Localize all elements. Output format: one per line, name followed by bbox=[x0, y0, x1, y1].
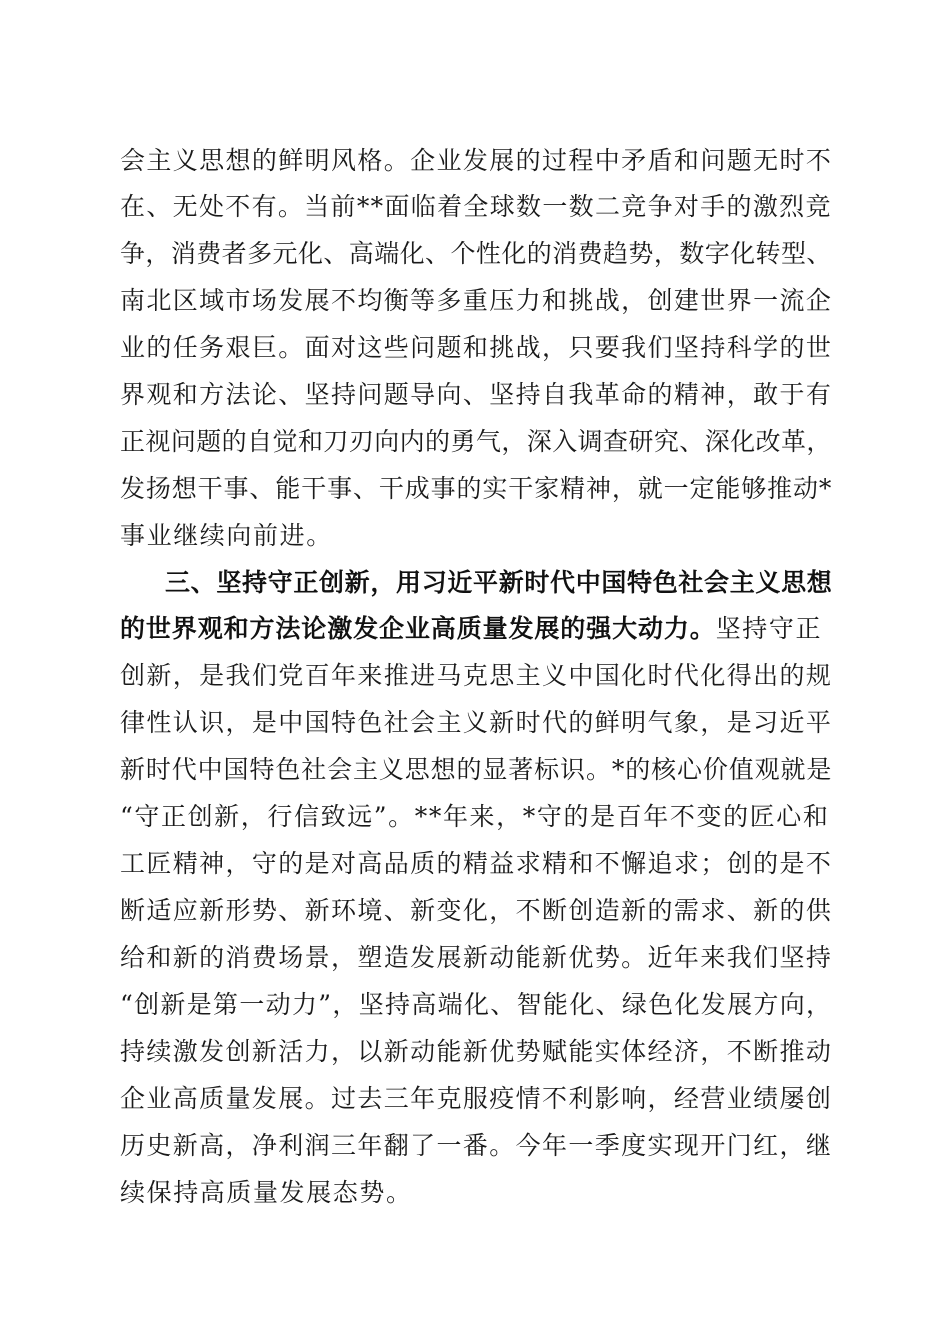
paragraph-1-line-8: 发扬想干事、能干事、干成事的实干家精神，就一定能够推动* bbox=[120, 474, 833, 503]
section-3-line-10: “创新是第一动力”，坚持高端化、智能化、绿色化发展方向， bbox=[120, 990, 833, 1019]
section-3-line-11: 持续激发创新活力，以新动能新优势赋能实体经济，不断推动 bbox=[120, 1037, 833, 1066]
section-3-line-12: 企业高质量发展。过去三年克服疫情不利影响，经营业绩屡创 bbox=[120, 1084, 833, 1113]
section-3-line-6: “守正创新，行信致远”。**年来，*守的是百年不变的匠心和 bbox=[120, 802, 830, 831]
section-3-heading-line-1: 三、坚持守正创新，用习近平新时代中国特色社会主义思想 bbox=[165, 568, 833, 597]
section-3-line-4: 律性认识，是中国特色社会主义新时代的鲜明气象，是习近平 bbox=[120, 708, 833, 737]
section-3-body-start: 坚持守正 bbox=[715, 614, 823, 643]
paragraph-1-line-9: 事业继续向前进。 bbox=[120, 521, 333, 550]
section-3-line-3: 创新，是我们党百年来推进马克思主义中国化时代化得出的规 bbox=[120, 661, 833, 690]
section-3-line-9: 给和新的消费场景，塑造发展新动能新优势。近年来我们坚持 bbox=[120, 943, 833, 972]
section-3-line-7: 工匠精神，守的是对高品质的精益求精和不懈追求；创的是不 bbox=[120, 849, 833, 878]
section-3-line-8: 断适应新形势、新环境、新变化，不断创造新的需求、新的供 bbox=[120, 896, 833, 925]
paragraph-1-line-5: 业的任务艰巨。面对这些问题和挑战，只要我们坚持科学的世 bbox=[120, 333, 833, 362]
section-3-heading-line-2 bbox=[120, 609, 822, 649]
paragraph-1-line-1: 会主义思想的鲜明风格。企业发展的过程中矛盾和问题无时不 bbox=[120, 146, 833, 175]
paragraph-1-line-4: 南北区域市场发展不均衡等多重压力和挑战，创建世界一流企 bbox=[120, 286, 833, 315]
section-3-line-5: 新时代中国特色社会主义思想的显著标识。*的核心价值观就是 bbox=[120, 755, 833, 784]
paragraph-1-line-2: 在、无处不有。当前**面临着全球数一数二竞争对手的激烈竞 bbox=[120, 192, 832, 221]
section-3-line-14: 续保持高质量发展态势。 bbox=[120, 1178, 413, 1207]
paragraph-1-line-3: 争，消费者多元化、高端化、个性化的消费趋势，数字化转型、 bbox=[120, 239, 832, 268]
paragraph-1-line-7: 正视问题的自觉和刀刃向内的勇气，深入调查研究、深化改革， bbox=[120, 427, 832, 456]
section-3-heading-tail: 的世界观和方法论激发企业高质量发展的强大动力。 bbox=[120, 614, 716, 643]
section-3-line-13: 历史新高，净利润三年翻了一番。今年一季度实现开门红，继 bbox=[120, 1131, 833, 1160]
paragraph-1-line-6: 界观和方法论、坚持问题导向、坚持自我革命的精神，敢于有 bbox=[120, 380, 833, 409]
